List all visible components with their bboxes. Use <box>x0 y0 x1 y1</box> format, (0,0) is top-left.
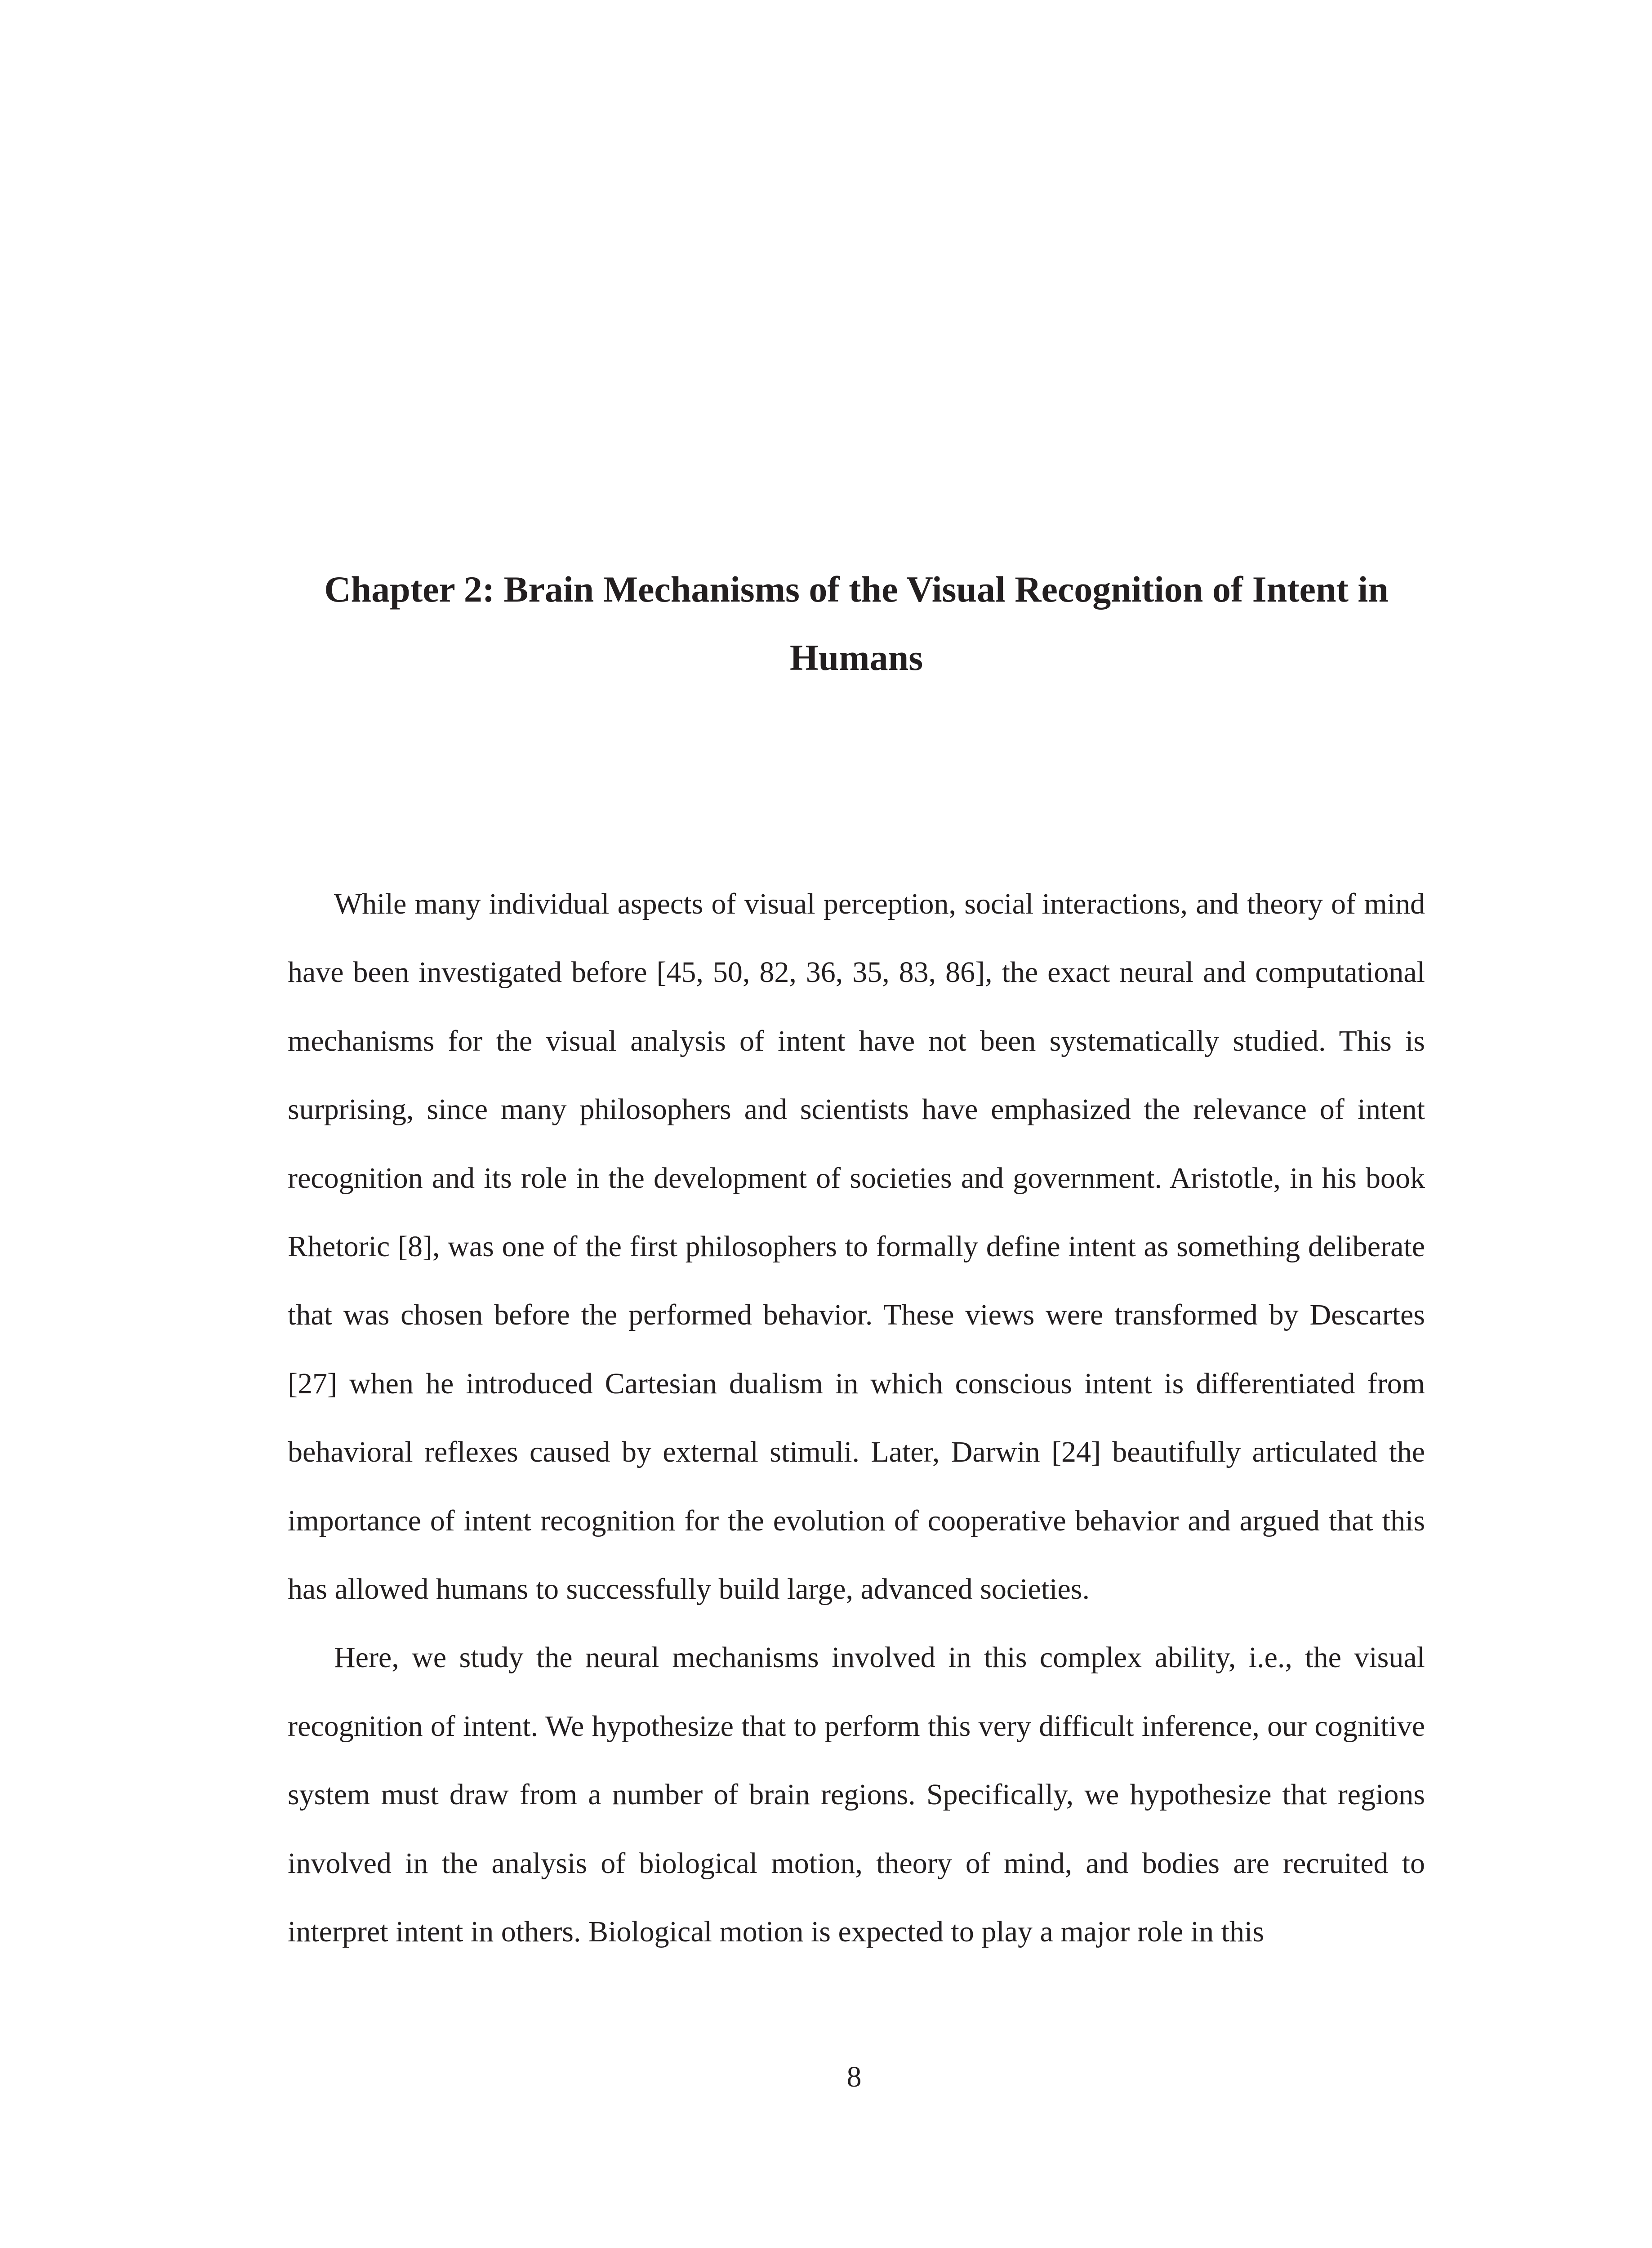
paragraph-2: Here, we study the neural mechanisms involved in this complex ability, i.e., the visual recognition of intent. We hypothesize that to perform this very difficult inference, our cognitive system must draw from a number of brain regions. Specifically, we hypothesize that regions involved in the analysis of biological motion, theory of mind, and bodies are recruited to interpret intent in others. Biological motion is expected to play a major role in this <box>288 1641 1425 1949</box>
body-text <box>288 870 1425 1967</box>
paragraph-1: While many individual aspects of visual perception, social interactions, and theory of mind have been investigated before [45, 50, 82, 36, 35, 83, 86], the exact neural and computational mechanisms for the visual analysis of intent have not been systematically studied. This is surprising, since many philosophers and scientists have emphasized the relevance of intent recognition and its role in the development of societies and government. Aristotle, in his book Rhetoric [8], was one of the first philosophers to formally define intent as something deliberate that was chosen before the performed behavior. These views were transformed by Descartes [27] when he introduced Cartesian dualism in which conscious intent is differentiated from behavioral reflexes caused by external stimuli. Later, Darwin [24] beautifully articulated the importance of intent recognition for the evolution of cooperative behavior and argued that this has allowed humans to successfully build large, advanced societies. <box>288 888 1425 1606</box>
page-number: 8 <box>846 2061 862 2093</box>
chapter-title: Chapter 2: Brain Mechanisms of the Visual Recognition of Intent in Humans <box>324 569 1389 678</box>
